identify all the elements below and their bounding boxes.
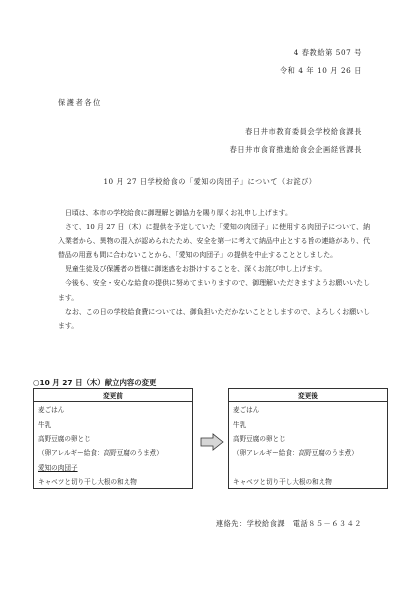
paragraph: さて、10 月 27 日（木）に提供を予定していた「愛知の肉団子」に使用する肉団子について、納入業者から、異物の混入が認められたため、安全を第一に考えて納品中止とする旨の連絡があり、代替品の用意も間に合わないことから、「愛知の肉団子」の提供を中止することとしました。	[58, 223, 370, 260]
paragraph: なお、この日の学校給食費については、御負担いただかないこととしますので、よろしくお願いします。	[58, 307, 370, 330]
before-header: 変更前	[34, 389, 193, 402]
menu-item: 高野豆腐の卵とじ	[34, 431, 193, 445]
menu-item-empty	[229, 460, 388, 474]
addressee: 保護者各位	[58, 98, 102, 107]
menu-item: 高野豆腐の卵とじ	[229, 431, 388, 445]
menu-change-heading: ○10 月 27 日（木）献立内容の変更	[33, 378, 157, 387]
document-date: 令和 4 年 10 月 26 日	[279, 66, 362, 75]
menu-item: （卵アレルギー給食：高野豆腐のうま煮）	[229, 445, 388, 459]
letter-body	[58, 206, 370, 333]
right-arrow-icon	[200, 433, 224, 451]
menu-item: キャベツと切り干し大根の和え物	[229, 474, 388, 489]
paragraph: 日頃は、本市の学校給食に御理解と御協力を賜り厚くお礼申し上げます。	[65, 209, 292, 217]
document-title: 10 月 27 日学校給食の「愛知の肉団子」について（お詫び）	[103, 177, 317, 186]
menu-after-table	[228, 388, 388, 489]
contact-info: 連絡先：学校給食課 電話８５－６３４２	[215, 519, 362, 528]
menu-before-table	[33, 388, 193, 489]
menu-item: （卵アレルギー給食：高野豆腐のうま煮）	[34, 445, 193, 459]
removed-menu-item: 愛知の肉団子	[38, 463, 78, 472]
menu-item: 麦ごはん	[34, 402, 193, 417]
after-header: 変更後	[229, 389, 388, 402]
paragraph: 児童生徒及び保護者の皆様に御迷惑をお掛けすることを、深くお詫び申し上げます。	[65, 265, 327, 274]
menu-item: 牛乳	[229, 416, 388, 430]
menu-item: キャベツと切り干し大根の和え物	[34, 474, 193, 489]
document-number: 4 春教給第 507 号	[293, 48, 362, 57]
menu-item: 牛乳	[34, 416, 193, 430]
sender-line-2: 春日井市食育推進給食会企画経営課長	[229, 145, 362, 154]
sender-line-1: 春日井市教育委員会学校給食課長	[245, 127, 362, 136]
paragraph: 今後も、安全・安心な給食の提供に努めてまいりますので、御理解いただきますようお願いいたします。	[58, 279, 370, 302]
menu-item: 麦ごはん	[229, 402, 388, 417]
